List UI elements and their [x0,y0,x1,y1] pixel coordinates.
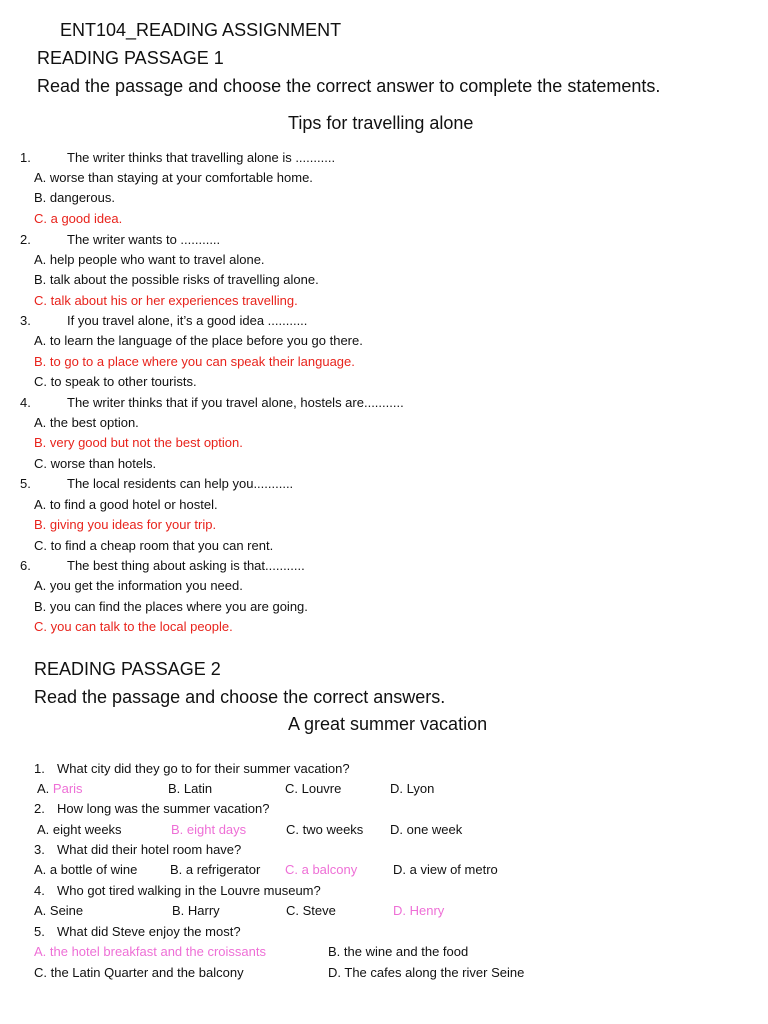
option-b: B. talk about the possible risks of travelling alone. [34,272,319,287]
option-c-answer: C. a good idea. [34,211,123,226]
option-letter: A. [37,781,50,796]
option-a: A. a bottle of wine [34,862,138,877]
question-text: What did their hotel room have? [57,842,242,857]
question-text: Who got tired walking in the Louvre museum? [57,883,321,898]
question-number: 6. [20,558,31,573]
question-text: What city did they go to for their summer vacation? [57,761,350,776]
option-c-answer: C. you can talk to the local people. [34,619,233,634]
option-a: A. worse than staying at your comfortable home. [34,170,313,185]
question-text: How long was the summer vacation? [57,801,270,816]
option-a [37,781,83,796]
option-a-answer: Paris [52,781,83,796]
question-number: 1. [34,761,45,776]
option-b: B. Harry [172,903,220,918]
passage2-instruction: Read the passage and choose the correct answers. [34,687,446,707]
option-b: B. a refrigerator [170,862,261,877]
passage2-title: A great summer vacation [288,714,488,734]
option-b: B. dangerous. [34,190,115,205]
option-a: A. to find a good hotel or hostel. [34,497,218,512]
option-a: A. help people who want to travel alone. [34,252,265,267]
passage1-instruction: Read the passage and choose the correct answer to complete the statements. [37,76,661,96]
option-a: A. the best option. [34,415,139,430]
option-b-answer: B. giving you ideas for your trip. [34,517,217,532]
passage1-title: Tips for travelling alone [288,113,474,133]
question-number: 2. [34,801,45,816]
option-b-answer: B. eight days [171,822,247,837]
option-c: C. to speak to other tourists. [34,374,197,389]
question-number: 3. [34,842,45,857]
option-a: A. eight weeks [37,822,122,837]
option-d: D. Lyon [390,781,435,796]
question-number: 5. [34,924,45,939]
option-d: D. a view of metro [393,862,498,877]
option-b-answer: B. to go to a place where you can speak their language. [34,354,355,369]
question-text: The writer wants to ........... [67,232,221,247]
option-d: D. one week [390,822,463,837]
question-number: 5. [20,476,31,491]
option-b: B. Latin [168,781,213,796]
option-d-answer: D. Henry [393,903,445,918]
assignment-title: ENT104_READING ASSIGNMENT [60,20,342,40]
option-c: C. the Latin Quarter and the balcony [34,965,244,980]
question-number: 3. [20,313,31,328]
option-c-answer: C. talk about his or her experiences travelling. [34,293,298,308]
option-a-answer: A. the hotel breakfast and the croissants [34,944,266,959]
option-b: B. you can find the places where you are going. [34,599,308,614]
question-text: The local residents can help you........... [67,476,294,491]
question-text: The writer thinks that travelling alone is ........... [67,150,336,165]
option-a: A. to learn the language of the place before you go there. [34,333,363,348]
passage2-label: READING PASSAGE 2 [34,659,221,679]
question-number: 2. [20,232,31,247]
option-b-answer: B. very good but not the best option. [34,435,243,450]
question-text: The writer thinks that if you travel alone, hostels are........... [67,395,404,410]
option-c: C. worse than hotels. [34,456,157,471]
question-text: If you travel alone, it’s a good idea ........... [67,313,308,328]
option-b: B. the wine and the food [328,944,469,959]
option-c: C. to find a cheap room that you can rent. [34,538,274,553]
option-a: A. Seine [34,903,84,918]
question-text: The best thing about asking is that........... [67,558,305,573]
option-a: A. you get the information you need. [34,578,243,593]
question-number: 1. [20,150,31,165]
option-c: C. Louvre [285,781,342,796]
option-c: C. Steve [286,903,336,918]
option-d: D. The cafes along the river Seine [328,965,525,980]
passage1-label: READING PASSAGE 1 [37,48,224,68]
option-c: C. two weeks [286,822,364,837]
question-number: 4. [20,395,31,410]
option-c-answer: C. a balcony [285,862,358,877]
question-text: What did Steve enjoy the most? [57,924,241,939]
question-number: 4. [34,883,45,898]
